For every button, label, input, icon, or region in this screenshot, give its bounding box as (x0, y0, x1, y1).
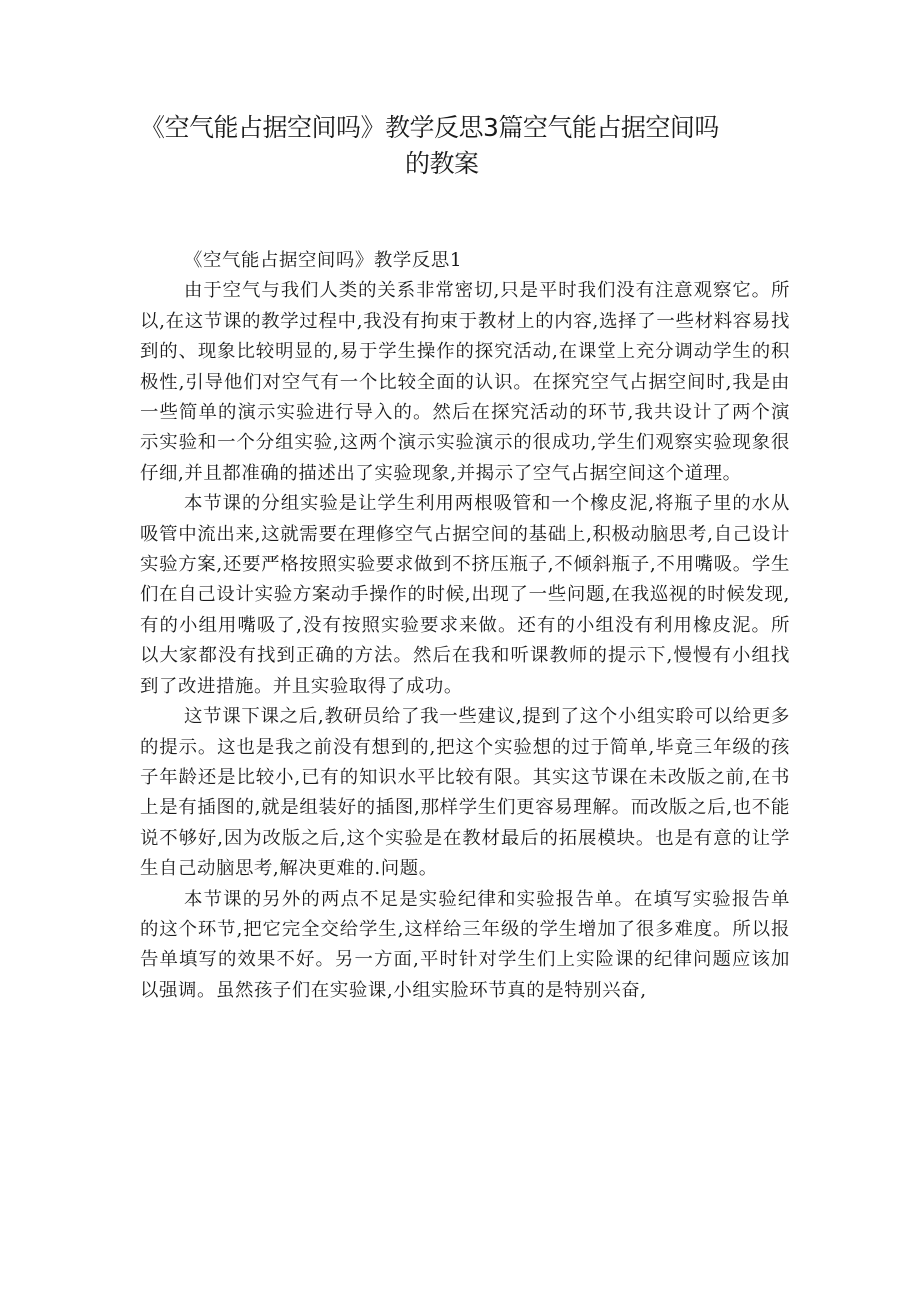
paragraph: 本节课的另外的两点不足是实验纪律和实验报告单。在填写实验报告单的这个环节,把它完全交给学生,这样给三年级的学生增加了很多难度。所以报告单填写的效果不好。另一方面,平时针对学生们上实险课的纪律问题应该加以强调。虽然孩子们在实验课,小组实脸环节真的是特别兴奋, (140, 888, 790, 1001)
document-title-line-2: 的教案 (405, 149, 479, 178)
document-title-line-1: 《空气能占据空间吗》教学反思3篇空气能占据空间吗 (140, 113, 719, 142)
document-body (140, 246, 790, 1006)
paragraph: 这节课下课之后,教研员给了我一些建议,提到了这个小组实聆可以给更多的提示。这也是我之前没有想到的,把这个实验想的过于简单,毕竟三年级的孩子年龄还是比较小,已有的知识水平比较有限。其实这节课在未改版之前,在书上是有插图的,就是组装好的插图,那样学生们更容易理解。而改版之后,也不能说不够好,因为改版之后,这个实验是在教材最后的拓展模块。也是有意的让学生自己动脑思考,解决更难的.问题。 (140, 706, 790, 880)
paragraph: 本节课的分组实验是让学生利用两根吸管和一个橡皮泥,将瓶子里的水从吸管中流出来,这就需要在理修空气占据空间的基础上,积极动脑思考,自己设计实验方案,还要严格按照实验要求做到不挤压瓶子,不倾斜瓶子,不用嘴吸。学生们在自己设计实验方案动手操作的时候,出现了一些问题,在我巡视的时候发现,有的小组用嘴吸了,没有按照实验要求来做。还有的小组没有利用橡皮泥。所以大家都没有找到正确的方法。然后在我和听课教师的提示下,慢慢有小组找到了改进措施。并且实验取得了成功。 (140, 493, 790, 697)
paragraph: 由于空气与我们人类的关系非常密切,只是平时我们没有注意观察它。所以,在这节课的教学过程中,我没有拘束于教材上的内容,选择了一些材料容易找到的、现象比较明显的,易于学生操作的探究活动,在课堂上充分调动学生的积极性,引导他们对空气有一个比较全面的认识。在探究空气占据空间时,我是由一些简单的演示实验进行导入的。然后在探究活动的环节,我共设计了两个演示实验和一个分组实验,这两个演示实验演示的很成功,学生们观察实验现象很仔细,并且都准确的描述出了实验现象,并揭示了空气占据空间这个道理。 (140, 280, 790, 484)
document-title (140, 110, 790, 182)
section-heading: 《空气能占据空间吗》教学反思1 (184, 250, 463, 271)
